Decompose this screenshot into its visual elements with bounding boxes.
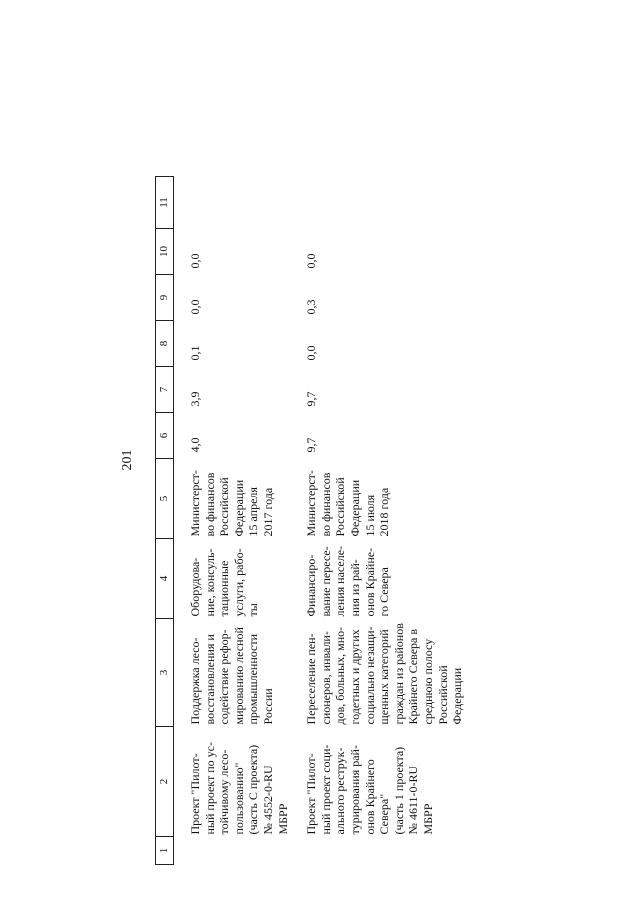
project-purpose: Поддержка лесо- восстановления и содействие рефор- мированию лесной промышленности России [188,627,275,725]
value-cell: 0,0 [188,299,202,315]
column-number: 6 [156,413,174,459]
value-cell: 0,0 [304,345,319,361]
value-cell: 0,3 [304,299,319,315]
table-row [188,177,290,865]
project-purpose: Переселение пен- сионеров, инвали- дов, больных, мно- годетных и других социально незащи- щенных категорий граждан из районов Крайнего Севера в среднюю полосу Российской Федерации [304,623,465,725]
page-number: 201 [120,449,135,471]
value-cell: 9,7 [304,437,319,453]
column-number: 1 [156,837,174,865]
table-row [304,177,465,865]
financing-direction: Оборудова- ние, консуль- тационные услуги, рабо- ты [188,548,261,617]
column-number-row [156,177,174,865]
column-number: 7 [156,367,174,413]
value-cell [188,177,290,229]
row-index [188,837,290,865]
budget-table [155,176,465,865]
value-cell: 0,0 [188,253,202,269]
column-number: 4 [156,539,174,619]
value-cell: 4,0 [188,437,202,453]
column-number: 8 [156,321,174,367]
project-name: Проект "Пилот- ный проект по ус- тойчивому лесо- пользованию" (часть С проекта) № 4552-0-RU МБРР [188,742,290,835]
column-number: 9 [156,275,174,321]
value-cell: 9,7 [304,391,319,407]
value-cell [304,177,465,229]
column-number: 3 [156,619,174,727]
executor-and-date: Министерст- во финансов Российской Федерации 15 апреля 2017 года [188,470,275,537]
column-number: 10 [156,229,174,275]
rotated-page [90,40,640,880]
executor-and-date: Министерст- во финансов Российской Федерации 15 июля 2018 года [304,470,392,537]
column-number: 11 [156,177,174,229]
row-index [304,837,465,865]
column-number: 2 [156,727,174,837]
value-cell: 0,1 [188,345,202,361]
column-number: 5 [156,459,174,539]
value-cell: 3,9 [188,391,202,407]
financing-direction: Финансиро- вание пересе- ления населе- ния из рай- онов Крайне- го Севера [304,545,392,617]
value-cell: 0,0 [304,253,319,269]
project-name: Проект "Пилот- ный проект соци- ального реструк- турирования рай- онов Крайнего Севера" (часть 1 проекта) № 4611-0-RU МБРР [304,744,435,835]
